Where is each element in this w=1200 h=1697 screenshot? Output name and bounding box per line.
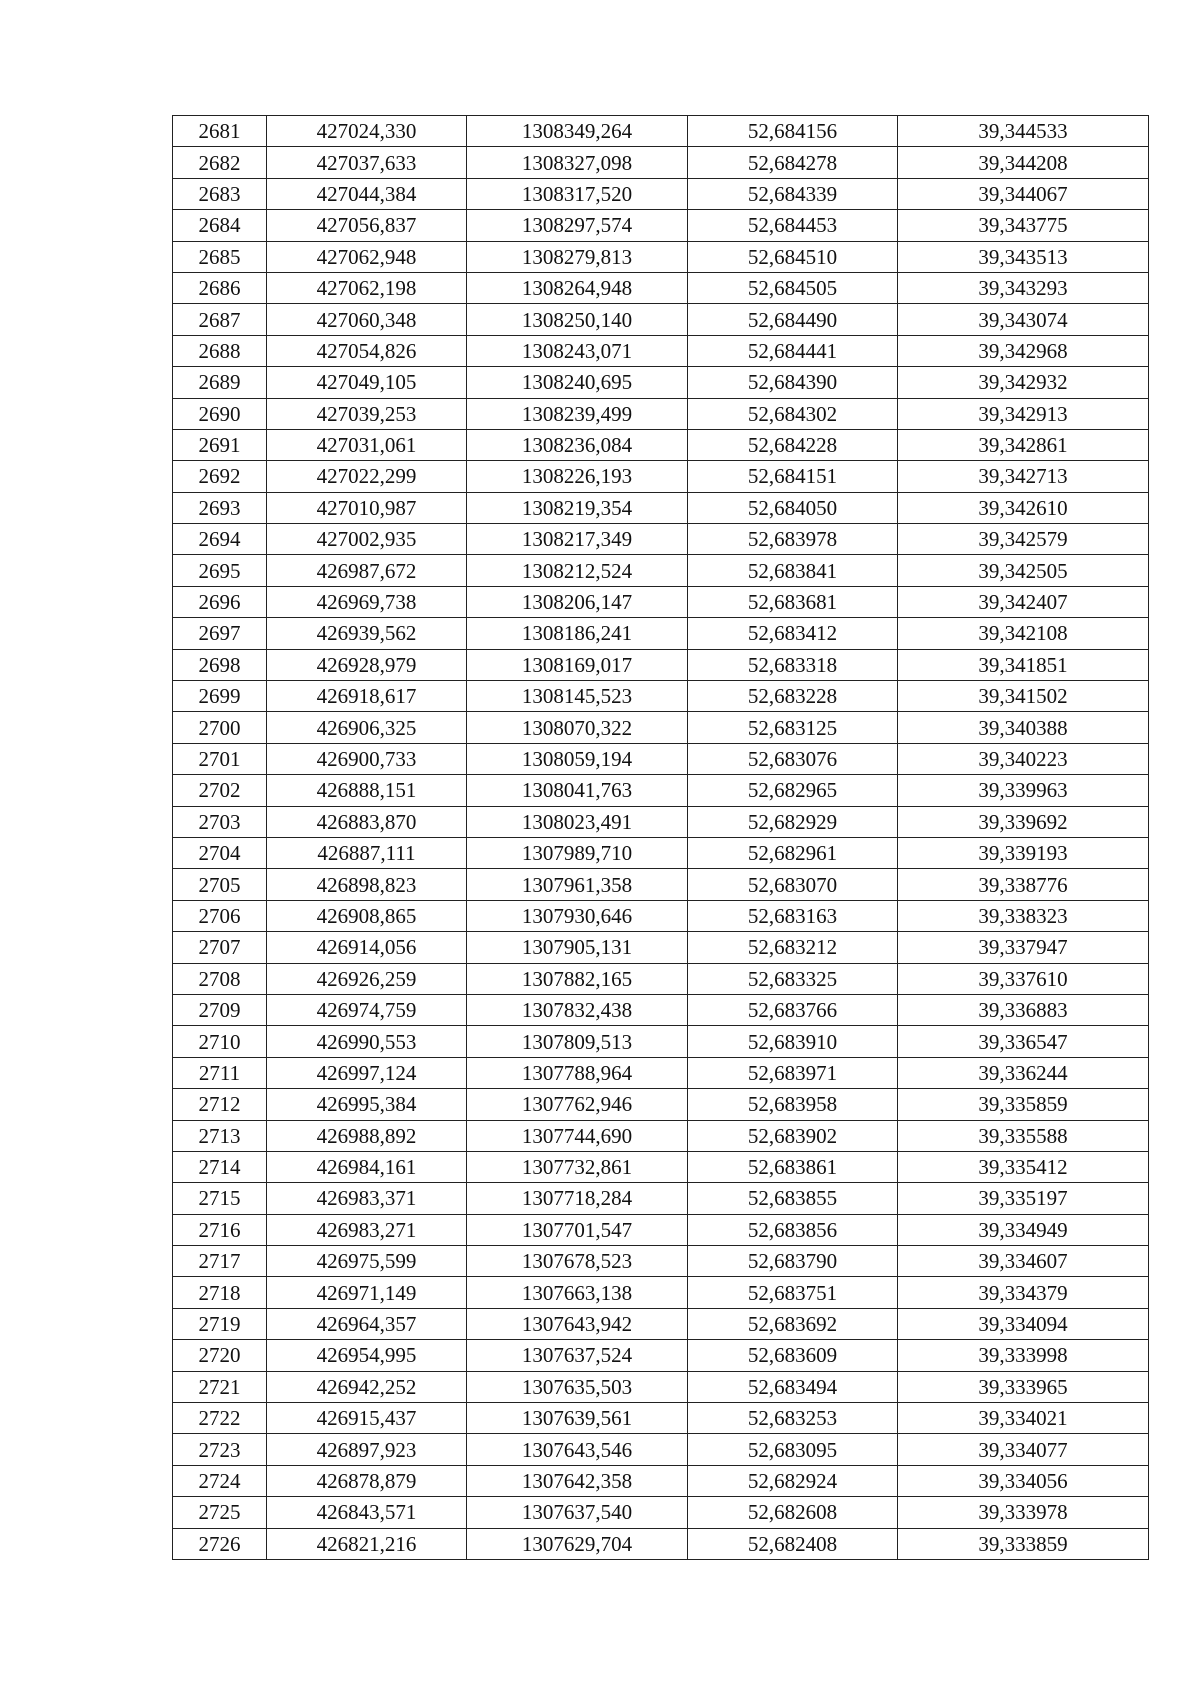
- longitude-cell: 39,342407: [898, 586, 1149, 617]
- latitude-cell: 52,684228: [688, 429, 898, 460]
- longitude-cell: 39,334077: [898, 1434, 1149, 1465]
- longitude-cell: 39,339692: [898, 806, 1149, 837]
- table-row: [173, 743, 1149, 774]
- latitude-cell: 52,683910: [688, 1026, 898, 1057]
- x-coordinate-cell: 426915,437: [267, 1403, 467, 1434]
- y-coordinate-cell: 1308349,264: [467, 116, 688, 147]
- latitude-cell: 52,683609: [688, 1340, 898, 1371]
- latitude-cell: 52,683212: [688, 932, 898, 963]
- y-coordinate-cell: 1307643,546: [467, 1434, 688, 1465]
- y-coordinate-cell: 1307663,138: [467, 1277, 688, 1308]
- longitude-cell: 39,339963: [898, 775, 1149, 806]
- y-coordinate-cell: 1307635,503: [467, 1371, 688, 1402]
- coordinates-table-body: [173, 116, 1149, 1560]
- longitude-cell: 39,343293: [898, 272, 1149, 303]
- coordinates-table: [172, 115, 1149, 1560]
- longitude-cell: 39,334094: [898, 1308, 1149, 1339]
- y-coordinate-cell: 1308239,499: [467, 398, 688, 429]
- x-coordinate-cell: 426914,056: [267, 932, 467, 963]
- table-row: [173, 335, 1149, 366]
- point-number-cell: 2721: [173, 1371, 267, 1402]
- table-row: [173, 555, 1149, 586]
- y-coordinate-cell: 1308226,193: [467, 461, 688, 492]
- latitude-cell: 52,683958: [688, 1089, 898, 1120]
- table-row: [173, 618, 1149, 649]
- x-coordinate-cell: 426990,553: [267, 1026, 467, 1057]
- table-row: [173, 1371, 1149, 1402]
- y-coordinate-cell: 1307637,524: [467, 1340, 688, 1371]
- longitude-cell: 39,342861: [898, 429, 1149, 460]
- x-coordinate-cell: 427054,826: [267, 335, 467, 366]
- table-row: [173, 1057, 1149, 1088]
- point-number-cell: 2714: [173, 1151, 267, 1182]
- longitude-cell: 39,334021: [898, 1403, 1149, 1434]
- table-row: [173, 649, 1149, 680]
- latitude-cell: 52,684453: [688, 210, 898, 241]
- x-coordinate-cell: 426997,124: [267, 1057, 467, 1088]
- x-coordinate-cell: 427049,105: [267, 367, 467, 398]
- table-row: [173, 1434, 1149, 1465]
- point-number-cell: 2703: [173, 806, 267, 837]
- latitude-cell: 52,683494: [688, 1371, 898, 1402]
- x-coordinate-cell: 426984,161: [267, 1151, 467, 1182]
- point-number-cell: 2717: [173, 1246, 267, 1277]
- longitude-cell: 39,344208: [898, 147, 1149, 178]
- longitude-cell: 39,344067: [898, 178, 1149, 209]
- y-coordinate-cell: 1307762,946: [467, 1089, 688, 1120]
- latitude-cell: 52,683318: [688, 649, 898, 680]
- table-row: [173, 304, 1149, 335]
- x-coordinate-cell: 426908,865: [267, 900, 467, 931]
- point-number-cell: 2718: [173, 1277, 267, 1308]
- point-number-cell: 2720: [173, 1340, 267, 1371]
- latitude-cell: 52,683971: [688, 1057, 898, 1088]
- table-row: [173, 241, 1149, 272]
- table-row: [173, 1308, 1149, 1339]
- latitude-cell: 52,684441: [688, 335, 898, 366]
- longitude-cell: 39,341851: [898, 649, 1149, 680]
- latitude-cell: 52,684278: [688, 147, 898, 178]
- y-coordinate-cell: 1308327,098: [467, 147, 688, 178]
- longitude-cell: 39,342579: [898, 524, 1149, 555]
- latitude-cell: 52,684339: [688, 178, 898, 209]
- table-row: [173, 1089, 1149, 1120]
- latitude-cell: 52,683253: [688, 1403, 898, 1434]
- x-coordinate-cell: 426906,325: [267, 712, 467, 743]
- longitude-cell: 39,342932: [898, 367, 1149, 398]
- y-coordinate-cell: 1308217,349: [467, 524, 688, 555]
- point-number-cell: 2683: [173, 178, 267, 209]
- x-coordinate-cell: 427056,837: [267, 210, 467, 241]
- y-coordinate-cell: 1307930,646: [467, 900, 688, 931]
- table-row: [173, 1277, 1149, 1308]
- x-coordinate-cell: 426964,357: [267, 1308, 467, 1339]
- point-number-cell: 2699: [173, 681, 267, 712]
- latitude-cell: 52,683751: [688, 1277, 898, 1308]
- table-row: [173, 178, 1149, 209]
- longitude-cell: 39,342108: [898, 618, 1149, 649]
- longitude-cell: 39,342968: [898, 335, 1149, 366]
- latitude-cell: 52,683841: [688, 555, 898, 586]
- y-coordinate-cell: 1308070,322: [467, 712, 688, 743]
- y-coordinate-cell: 1307788,964: [467, 1057, 688, 1088]
- longitude-cell: 39,334949: [898, 1214, 1149, 1245]
- point-number-cell: 2700: [173, 712, 267, 743]
- point-number-cell: 2719: [173, 1308, 267, 1339]
- y-coordinate-cell: 1308059,194: [467, 743, 688, 774]
- longitude-cell: 39,335859: [898, 1089, 1149, 1120]
- table-row: [173, 1026, 1149, 1057]
- latitude-cell: 52,683070: [688, 869, 898, 900]
- y-coordinate-cell: 1307718,284: [467, 1183, 688, 1214]
- y-coordinate-cell: 1308023,491: [467, 806, 688, 837]
- y-coordinate-cell: 1308219,354: [467, 492, 688, 523]
- y-coordinate-cell: 1307642,358: [467, 1465, 688, 1496]
- latitude-cell: 52,683681: [688, 586, 898, 617]
- point-number-cell: 2709: [173, 994, 267, 1025]
- table-row: [173, 1120, 1149, 1151]
- table-row: [173, 1151, 1149, 1182]
- table-row: [173, 398, 1149, 429]
- table-row: [173, 900, 1149, 931]
- point-number-cell: 2697: [173, 618, 267, 649]
- longitude-cell: 39,338776: [898, 869, 1149, 900]
- point-number-cell: 2690: [173, 398, 267, 429]
- longitude-cell: 39,342913: [898, 398, 1149, 429]
- latitude-cell: 52,683978: [688, 524, 898, 555]
- point-number-cell: 2723: [173, 1434, 267, 1465]
- y-coordinate-cell: 1307832,438: [467, 994, 688, 1025]
- y-coordinate-cell: 1308186,241: [467, 618, 688, 649]
- point-number-cell: 2688: [173, 335, 267, 366]
- x-coordinate-cell: 426888,151: [267, 775, 467, 806]
- y-coordinate-cell: 1308297,574: [467, 210, 688, 241]
- point-number-cell: 2692: [173, 461, 267, 492]
- longitude-cell: 39,344533: [898, 116, 1149, 147]
- y-coordinate-cell: 1307744,690: [467, 1120, 688, 1151]
- table-row: [173, 1214, 1149, 1245]
- y-coordinate-cell: 1307643,942: [467, 1308, 688, 1339]
- x-coordinate-cell: 427044,384: [267, 178, 467, 209]
- y-coordinate-cell: 1307905,131: [467, 932, 688, 963]
- table-row: [173, 367, 1149, 398]
- y-coordinate-cell: 1307701,547: [467, 1214, 688, 1245]
- point-number-cell: 2725: [173, 1497, 267, 1528]
- point-number-cell: 2686: [173, 272, 267, 303]
- x-coordinate-cell: 426954,995: [267, 1340, 467, 1371]
- x-coordinate-cell: 426898,823: [267, 869, 467, 900]
- point-number-cell: 2707: [173, 932, 267, 963]
- x-coordinate-cell: 426926,259: [267, 963, 467, 994]
- longitude-cell: 39,334379: [898, 1277, 1149, 1308]
- x-coordinate-cell: 426983,371: [267, 1183, 467, 1214]
- latitude-cell: 52,684490: [688, 304, 898, 335]
- x-coordinate-cell: 427031,061: [267, 429, 467, 460]
- latitude-cell: 52,684390: [688, 367, 898, 398]
- y-coordinate-cell: 1307732,861: [467, 1151, 688, 1182]
- longitude-cell: 39,342505: [898, 555, 1149, 586]
- longitude-cell: 39,336244: [898, 1057, 1149, 1088]
- y-coordinate-cell: 1307989,710: [467, 837, 688, 868]
- latitude-cell: 52,683855: [688, 1183, 898, 1214]
- point-number-cell: 2687: [173, 304, 267, 335]
- point-number-cell: 2724: [173, 1465, 267, 1496]
- y-coordinate-cell: 1308212,524: [467, 555, 688, 586]
- table-row: [173, 461, 1149, 492]
- x-coordinate-cell: 427062,198: [267, 272, 467, 303]
- longitude-cell: 39,333859: [898, 1528, 1149, 1559]
- x-coordinate-cell: 427060,348: [267, 304, 467, 335]
- point-number-cell: 2693: [173, 492, 267, 523]
- table-row: [173, 806, 1149, 837]
- longitude-cell: 39,339193: [898, 837, 1149, 868]
- longitude-cell: 39,335412: [898, 1151, 1149, 1182]
- latitude-cell: 52,683228: [688, 681, 898, 712]
- latitude-cell: 52,683325: [688, 963, 898, 994]
- y-coordinate-cell: 1308264,948: [467, 272, 688, 303]
- x-coordinate-cell: 426975,599: [267, 1246, 467, 1277]
- y-coordinate-cell: 1308236,084: [467, 429, 688, 460]
- point-number-cell: 2708: [173, 963, 267, 994]
- point-number-cell: 2691: [173, 429, 267, 460]
- longitude-cell: 39,340223: [898, 743, 1149, 774]
- x-coordinate-cell: 426887,111: [267, 837, 467, 868]
- point-number-cell: 2701: [173, 743, 267, 774]
- longitude-cell: 39,337610: [898, 963, 1149, 994]
- x-coordinate-cell: 426942,252: [267, 1371, 467, 1402]
- point-number-cell: 2681: [173, 116, 267, 147]
- table-row: [173, 116, 1149, 147]
- point-number-cell: 2698: [173, 649, 267, 680]
- longitude-cell: 39,341502: [898, 681, 1149, 712]
- latitude-cell: 52,683412: [688, 618, 898, 649]
- table-row: [173, 869, 1149, 900]
- latitude-cell: 52,682961: [688, 837, 898, 868]
- table-row: [173, 963, 1149, 994]
- latitude-cell: 52,683790: [688, 1246, 898, 1277]
- longitude-cell: 39,335197: [898, 1183, 1149, 1214]
- latitude-cell: 52,684302: [688, 398, 898, 429]
- point-number-cell: 2682: [173, 147, 267, 178]
- longitude-cell: 39,343775: [898, 210, 1149, 241]
- x-coordinate-cell: 426983,271: [267, 1214, 467, 1245]
- x-coordinate-cell: 427024,330: [267, 116, 467, 147]
- latitude-cell: 52,683692: [688, 1308, 898, 1339]
- latitude-cell: 52,682924: [688, 1465, 898, 1496]
- latitude-cell: 52,682408: [688, 1528, 898, 1559]
- table-row: [173, 586, 1149, 617]
- x-coordinate-cell: 426928,979: [267, 649, 467, 680]
- latitude-cell: 52,684156: [688, 116, 898, 147]
- point-number-cell: 2684: [173, 210, 267, 241]
- longitude-cell: 39,333965: [898, 1371, 1149, 1402]
- y-coordinate-cell: 1308041,763: [467, 775, 688, 806]
- table-row: [173, 681, 1149, 712]
- table-row: [173, 272, 1149, 303]
- x-coordinate-cell: 426918,617: [267, 681, 467, 712]
- y-coordinate-cell: 1307882,165: [467, 963, 688, 994]
- point-number-cell: 2689: [173, 367, 267, 398]
- point-number-cell: 2710: [173, 1026, 267, 1057]
- y-coordinate-cell: 1307629,704: [467, 1528, 688, 1559]
- latitude-cell: 52,684050: [688, 492, 898, 523]
- x-coordinate-cell: 426843,571: [267, 1497, 467, 1528]
- longitude-cell: 39,336547: [898, 1026, 1149, 1057]
- point-number-cell: 2694: [173, 524, 267, 555]
- point-number-cell: 2702: [173, 775, 267, 806]
- x-coordinate-cell: 427022,299: [267, 461, 467, 492]
- y-coordinate-cell: 1308317,520: [467, 178, 688, 209]
- table-row: [173, 147, 1149, 178]
- longitude-cell: 39,333978: [898, 1497, 1149, 1528]
- point-number-cell: 2722: [173, 1403, 267, 1434]
- longitude-cell: 39,336883: [898, 994, 1149, 1025]
- y-coordinate-cell: 1307639,561: [467, 1403, 688, 1434]
- longitude-cell: 39,342713: [898, 461, 1149, 492]
- point-number-cell: 2726: [173, 1528, 267, 1559]
- latitude-cell: 52,684151: [688, 461, 898, 492]
- latitude-cell: 52,684505: [688, 272, 898, 303]
- x-coordinate-cell: 426939,562: [267, 618, 467, 649]
- x-coordinate-cell: 426878,879: [267, 1465, 467, 1496]
- latitude-cell: 52,682965: [688, 775, 898, 806]
- latitude-cell: 52,683125: [688, 712, 898, 743]
- longitude-cell: 39,343074: [898, 304, 1149, 335]
- x-coordinate-cell: 426995,384: [267, 1089, 467, 1120]
- x-coordinate-cell: 427002,935: [267, 524, 467, 555]
- table-row: [173, 429, 1149, 460]
- point-number-cell: 2711: [173, 1057, 267, 1088]
- x-coordinate-cell: 426988,892: [267, 1120, 467, 1151]
- x-coordinate-cell: 426974,759: [267, 994, 467, 1025]
- latitude-cell: 52,684510: [688, 241, 898, 272]
- point-number-cell: 2696: [173, 586, 267, 617]
- latitude-cell: 52,683076: [688, 743, 898, 774]
- table-row: [173, 492, 1149, 523]
- longitude-cell: 39,343513: [898, 241, 1149, 272]
- x-coordinate-cell: 427010,987: [267, 492, 467, 523]
- y-coordinate-cell: 1307809,513: [467, 1026, 688, 1057]
- table-row: [173, 1465, 1149, 1496]
- x-coordinate-cell: 426971,149: [267, 1277, 467, 1308]
- latitude-cell: 52,682608: [688, 1497, 898, 1528]
- table-row: [173, 1340, 1149, 1371]
- table-row: [173, 837, 1149, 868]
- longitude-cell: 39,337947: [898, 932, 1149, 963]
- latitude-cell: 52,683766: [688, 994, 898, 1025]
- latitude-cell: 52,683902: [688, 1120, 898, 1151]
- latitude-cell: 52,683856: [688, 1214, 898, 1245]
- table-row: [173, 1497, 1149, 1528]
- x-coordinate-cell: 426969,738: [267, 586, 467, 617]
- x-coordinate-cell: 426883,870: [267, 806, 467, 837]
- y-coordinate-cell: 1307678,523: [467, 1246, 688, 1277]
- y-coordinate-cell: 1307637,540: [467, 1497, 688, 1528]
- point-number-cell: 2706: [173, 900, 267, 931]
- table-row: [173, 210, 1149, 241]
- x-coordinate-cell: 426987,672: [267, 555, 467, 586]
- table-row: [173, 1183, 1149, 1214]
- longitude-cell: 39,342610: [898, 492, 1149, 523]
- x-coordinate-cell: 427039,253: [267, 398, 467, 429]
- y-coordinate-cell: 1308145,523: [467, 681, 688, 712]
- x-coordinate-cell: 426897,923: [267, 1434, 467, 1465]
- longitude-cell: 39,333998: [898, 1340, 1149, 1371]
- table-row: [173, 932, 1149, 963]
- point-number-cell: 2713: [173, 1120, 267, 1151]
- table-row: [173, 712, 1149, 743]
- table-row: [173, 1528, 1149, 1559]
- table-row: [173, 524, 1149, 555]
- table-row: [173, 1403, 1149, 1434]
- latitude-cell: 52,682929: [688, 806, 898, 837]
- latitude-cell: 52,683095: [688, 1434, 898, 1465]
- point-number-cell: 2705: [173, 869, 267, 900]
- x-coordinate-cell: 427037,633: [267, 147, 467, 178]
- point-number-cell: 2704: [173, 837, 267, 868]
- y-coordinate-cell: 1307961,358: [467, 869, 688, 900]
- y-coordinate-cell: 1308279,813: [467, 241, 688, 272]
- longitude-cell: 39,340388: [898, 712, 1149, 743]
- x-coordinate-cell: 427062,948: [267, 241, 467, 272]
- y-coordinate-cell: 1308243,071: [467, 335, 688, 366]
- latitude-cell: 52,683861: [688, 1151, 898, 1182]
- longitude-cell: 39,335588: [898, 1120, 1149, 1151]
- table-row: [173, 994, 1149, 1025]
- latitude-cell: 52,683163: [688, 900, 898, 931]
- point-number-cell: 2695: [173, 555, 267, 586]
- y-coordinate-cell: 1308240,695: [467, 367, 688, 398]
- longitude-cell: 39,338323: [898, 900, 1149, 931]
- point-number-cell: 2715: [173, 1183, 267, 1214]
- table-row: [173, 1246, 1149, 1277]
- y-coordinate-cell: 1308250,140: [467, 304, 688, 335]
- longitude-cell: 39,334607: [898, 1246, 1149, 1277]
- table-row: [173, 775, 1149, 806]
- y-coordinate-cell: 1308206,147: [467, 586, 688, 617]
- longitude-cell: 39,334056: [898, 1465, 1149, 1496]
- y-coordinate-cell: 1308169,017: [467, 649, 688, 680]
- x-coordinate-cell: 426900,733: [267, 743, 467, 774]
- point-number-cell: 2712: [173, 1089, 267, 1120]
- point-number-cell: 2685: [173, 241, 267, 272]
- x-coordinate-cell: 426821,216: [267, 1528, 467, 1559]
- point-number-cell: 2716: [173, 1214, 267, 1245]
